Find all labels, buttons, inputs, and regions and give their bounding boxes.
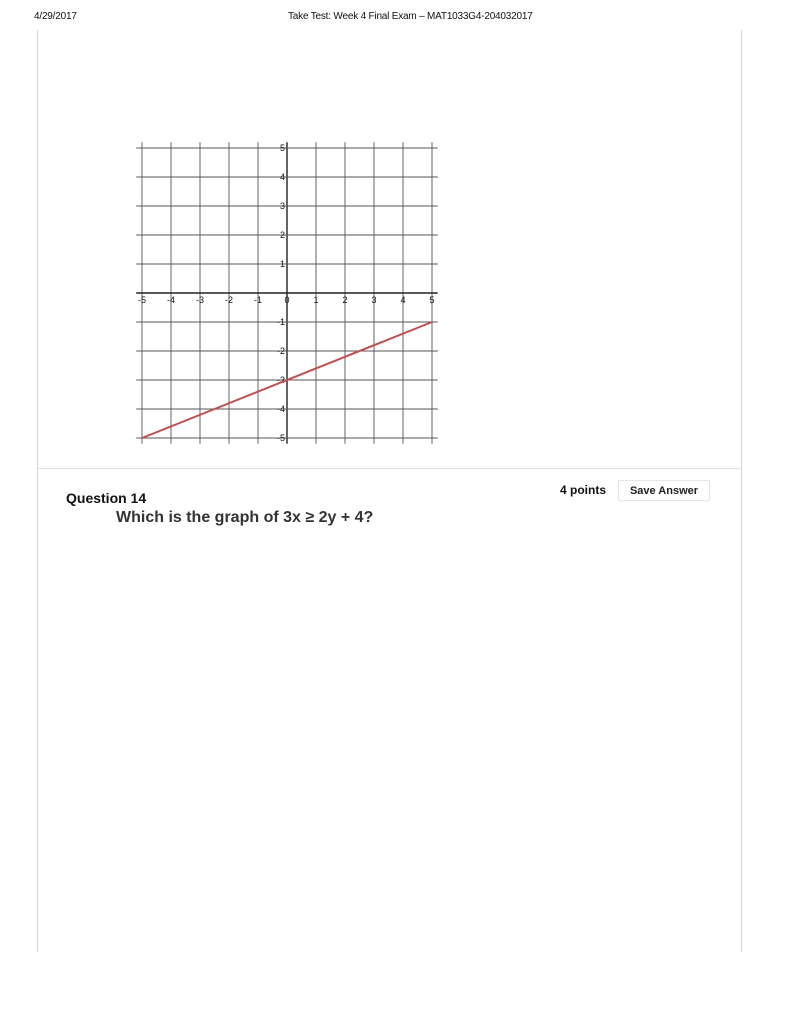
y-tick-label: 4 [279, 172, 285, 182]
y-tick-label: -5 [276, 433, 285, 443]
y-tick-label: -3 [276, 375, 285, 385]
x-tick-label: 3 [371, 295, 377, 305]
print-date: 4/29/2017 [34, 11, 77, 22]
x-tick-label: -2 [224, 295, 234, 305]
y-tick-label: 3 [279, 201, 285, 211]
y-tick-label: -4 [276, 404, 285, 414]
print-page-title: Take Test: Week 4 Final Exam – MAT1033G4-204032017 [288, 11, 533, 22]
y-tick-label: 5 [279, 143, 285, 153]
y-tick-label: -1 [276, 317, 285, 327]
x-tick-label: 4 [400, 295, 406, 305]
question-text: Which is the graph of 3x ≥ 2y + 4? [116, 509, 374, 526]
x-tick-label: 2 [342, 295, 348, 305]
x-tick-label: 5 [429, 295, 435, 305]
y-tick-label: 2 [279, 230, 285, 240]
graph-svg [130, 130, 450, 450]
x-tick-label: 0 [284, 295, 290, 305]
content-right-border [741, 30, 742, 952]
question-divider [38, 468, 741, 469]
points-label: 4 points [560, 483, 607, 497]
y-tick-label: 1 [279, 259, 285, 269]
y-tick-label: -2 [276, 346, 285, 356]
content-left-border [37, 30, 38, 952]
x-tick-label: -3 [195, 295, 205, 305]
coordinate-graph [130, 130, 450, 450]
x-tick-label: -4 [166, 295, 176, 305]
save-answer-button[interactable]: Save Answer [618, 480, 710, 501]
x-tick-label: -1 [253, 295, 263, 305]
x-tick-label: -5 [137, 295, 147, 305]
question-number: Question 14 [66, 490, 147, 506]
x-tick-label: 1 [313, 295, 319, 305]
